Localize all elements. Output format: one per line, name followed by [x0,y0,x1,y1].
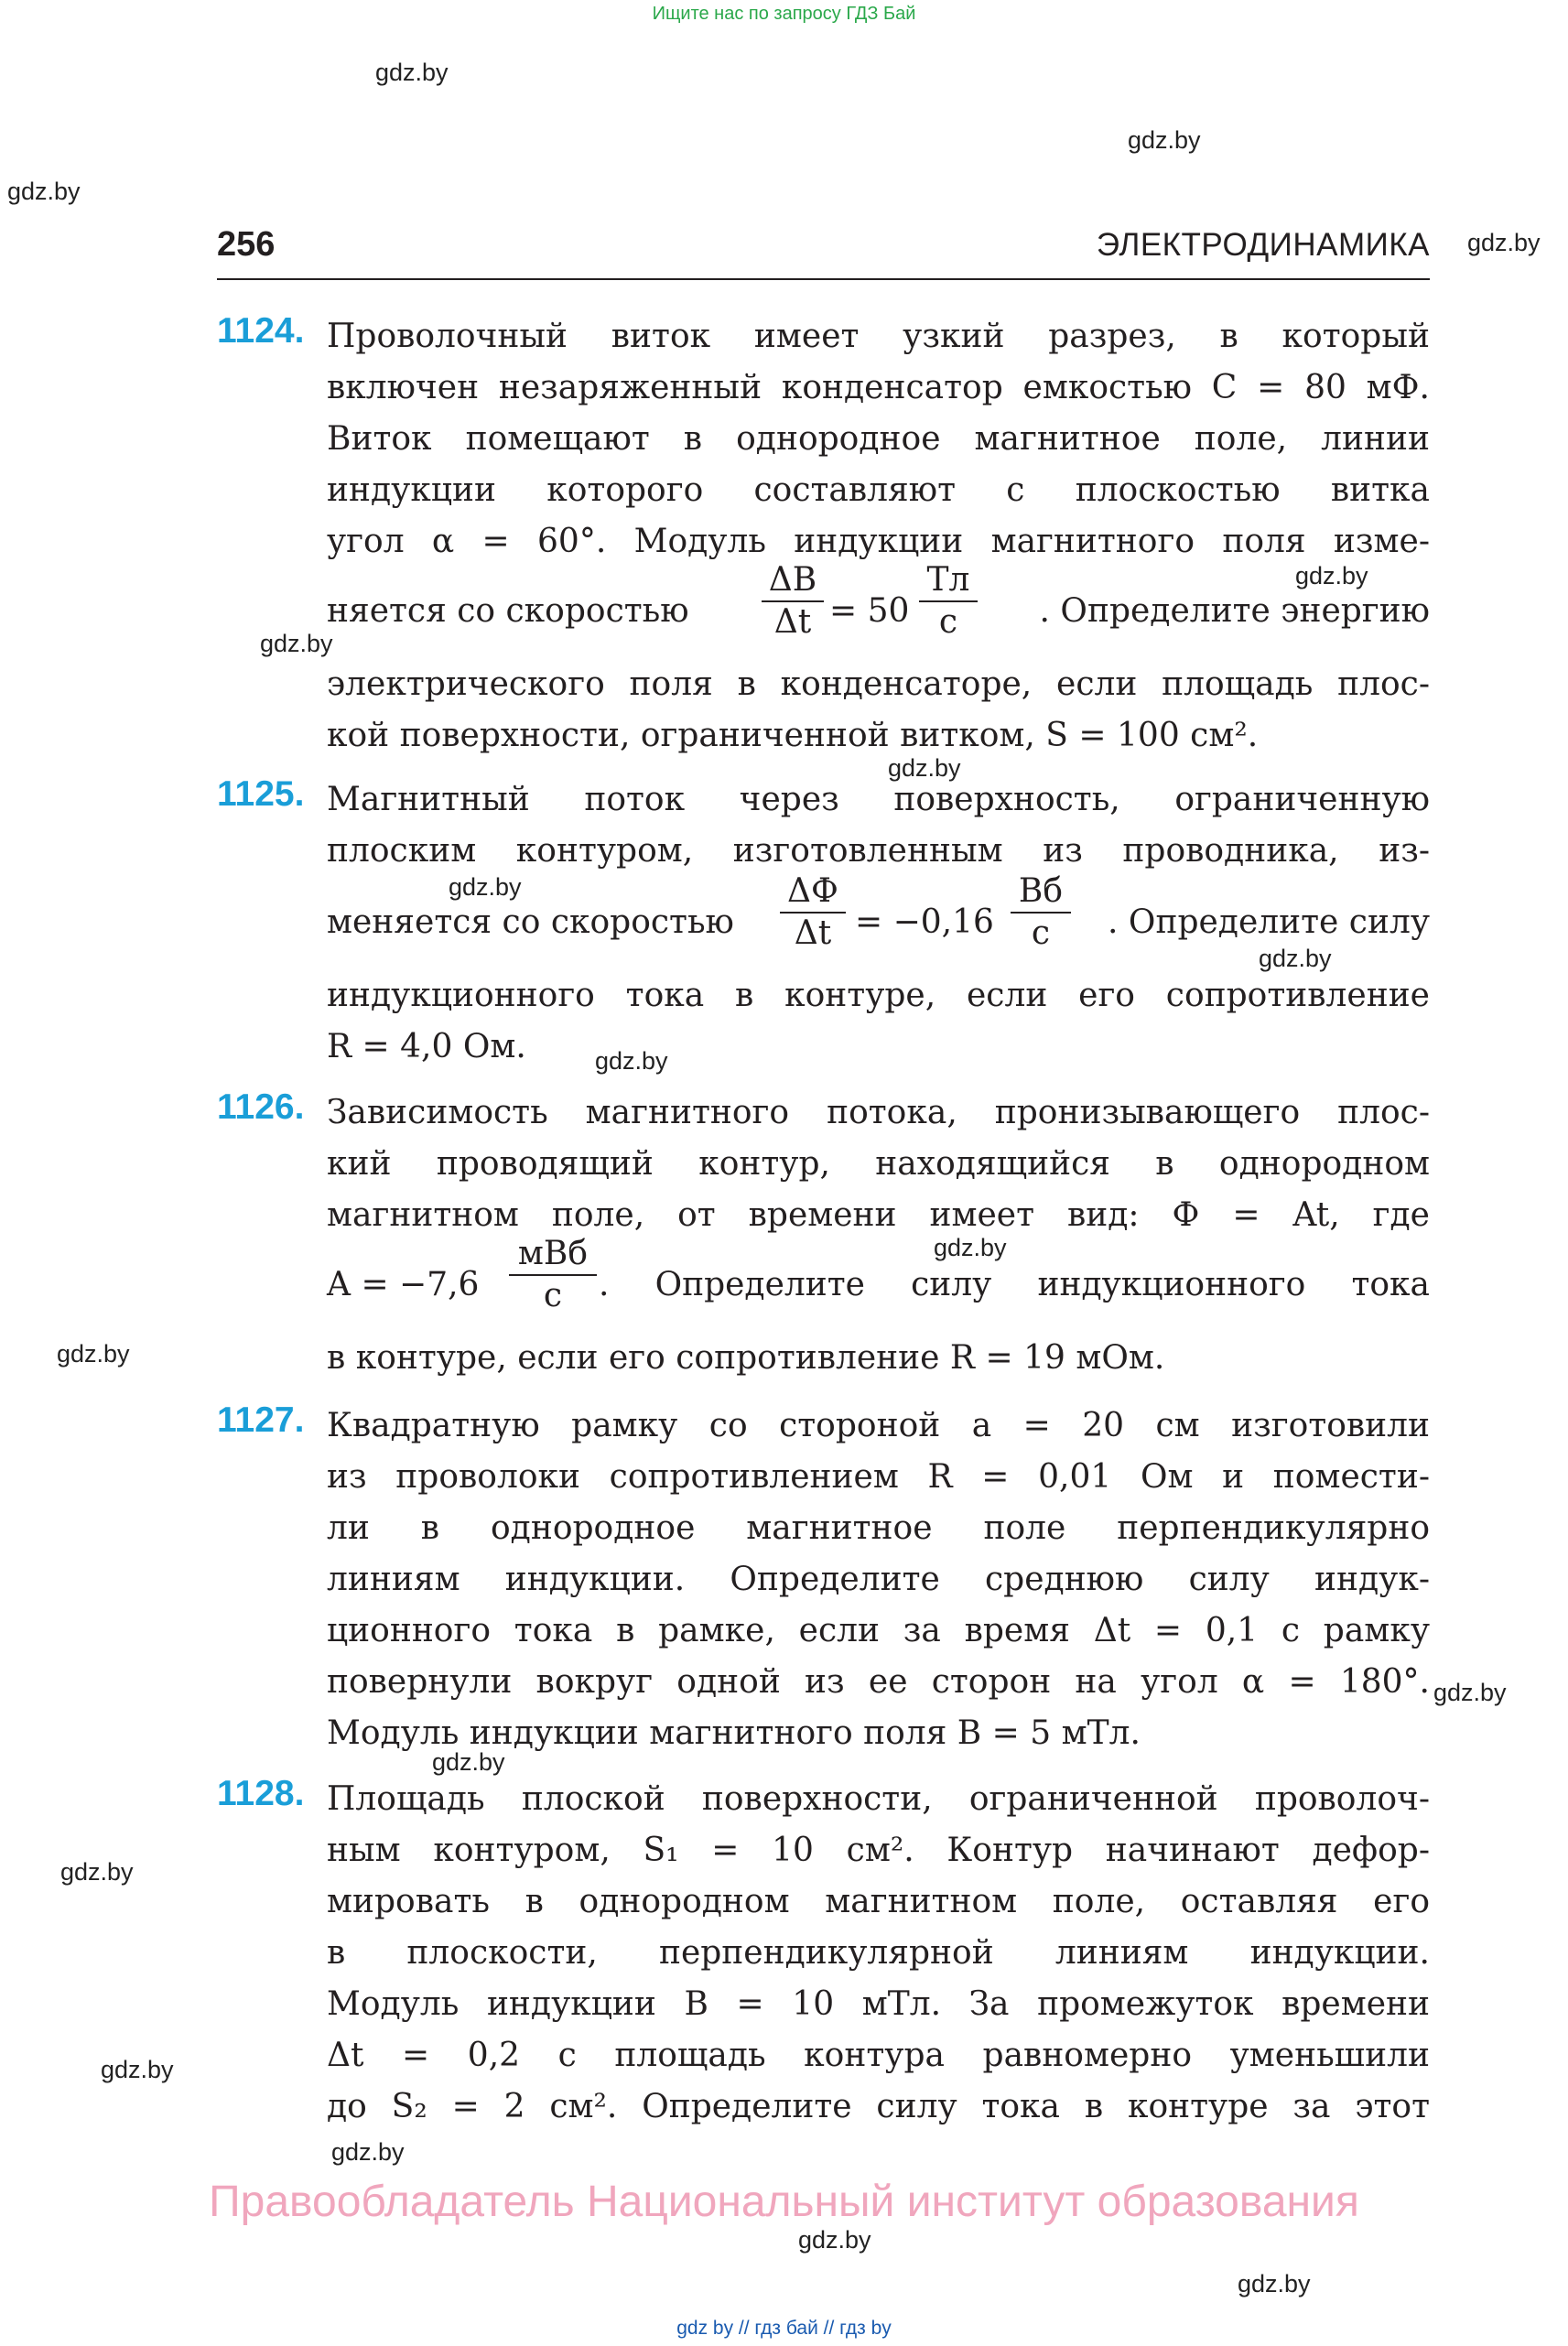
page-number: 256 [217,225,276,264]
text-line: ционного тока в рамке, если за время Δt = 0,1 с рамку [327,1612,1430,1649]
watermark: gdz.by [432,1748,505,1776]
formula-text: няется со скоростью [327,592,689,630]
problem-number: 1127. [217,1400,305,1440]
text-line: Δt = 0,2 с площадь контура равномерно уменьшили [327,2037,1430,2074]
fraction-numerator: ΔB [768,561,817,599]
text-line: кой поверхности, ограниченной витком, S = 100 см². [327,717,1259,754]
text-line: Проволочный виток имеет узкий разрез, в который [327,318,1430,355]
text-line: ным контуром, S₁ = 10 см². Контур начинают дефор- [327,1832,1430,1869]
watermark: gdz.by [101,2056,174,2083]
text-line: Модуль индукции B = 10 мТл. За промежуток времени [327,1985,1430,2023]
fraction-numerator: мВб [517,1235,589,1272]
fraction-numerator: Тл [926,561,970,599]
watermark: gdz.by [888,754,961,782]
fraction-denominator: с [1031,914,1051,952]
text-line: Магнитный поток через поверхность, ограниченную [327,781,1430,818]
text-line: ли в однородное магнитное поле перпендикулярно [327,1509,1430,1547]
text-line: индукции которого составляют с плоскостью витка [327,471,1430,509]
text-line: кий проводящий контур, находящийся в однородном [327,1145,1430,1183]
problem-number: 1126. [217,1087,305,1127]
formula-text: = −0,16 [855,903,994,941]
text-line: Виток помещают в однородное магнитное поле, линии [327,420,1430,458]
watermark: gdz.by [1259,945,1332,972]
watermark: gdz.by [934,1234,1007,1261]
top-banner: Ищите нас по запросу ГДЗ Бай [652,4,916,24]
text-line: Модуль индукции магнитного поля B = 5 мТл. [327,1714,1141,1752]
formula-text: меняется со скоростью [327,903,734,941]
watermark: gdz.by [1433,1679,1507,1706]
fraction-dB-dt [762,560,824,643]
formula-text: A = −7,6 [327,1266,480,1303]
watermark: gdz.by [375,59,449,86]
fraction-dPhi-dt [780,871,846,954]
text-line: плоским контуром, изготовленным из проводника, из- [327,832,1430,870]
watermark: gdz.by [60,1858,134,1886]
watermark: gdz.by [1238,2270,1311,2297]
fraction-denominator: Δt [794,914,832,952]
watermark: gdz.by [1295,562,1368,589]
watermark: gdz.by [7,178,81,205]
text-line: включен незаряженный конденсатор емкостью C = 80 мФ. [327,369,1430,406]
header-rule [217,278,1430,280]
section-title: ЭЛЕКТРОДИНАМИКА [1096,227,1430,263]
text-line: мировать в однородном магнитном поле, оставляя его [327,1883,1430,1920]
fraction-denominator: Δt [773,603,812,641]
problem-number: 1124. [217,311,305,351]
watermark: gdz.by [331,2138,405,2166]
formula-text: . Определите силу [1108,903,1430,941]
watermark: gdz.by [798,2226,871,2254]
formula-text: . Определите силу индукционного тока [599,1266,1430,1303]
text-line: магнитном поле, от времени имеет вид: Ф = At, где [327,1196,1430,1234]
copyright-notice: Правообладатель Национальный институт образования [209,2178,1359,2226]
text-line: в контуре, если его сопротивление R = 19 мОм. [327,1339,1165,1377]
problem-number: 1125. [217,774,305,814]
text-line: в плоскости, перпендикулярной линиям индукции. [327,1934,1430,1972]
formula-text: = 50 [829,592,910,630]
text-line: Зависимость магнитного потока, пронизывающего плос- [327,1094,1430,1131]
text-line: электрического поля в конденсаторе, если площадь плос- [327,665,1430,703]
text-line: индукционного тока в контуре, если его сопротивление [327,977,1430,1014]
text-line: линиям индукции. Определите среднюю силу индук- [327,1561,1430,1598]
fraction-units [919,560,978,643]
watermark: gdz.by [57,1340,130,1368]
fraction-numerator: Вб [1018,872,1064,910]
problem-number: 1128. [217,1774,305,1813]
watermark: gdz.by [449,873,522,901]
formula-text: . Определите энергию [1039,592,1430,630]
text-line: Квадратную рамку со стороной a = 20 см изготовили [327,1407,1430,1444]
text-line: повернули вокруг одной из ее сторон на угол α = 180°. [327,1663,1430,1701]
watermark: gdz.by [1467,229,1541,256]
fraction-units [509,1234,597,1316]
fraction-numerator: ΔФ [787,872,838,910]
watermark: gdz.by [595,1047,668,1075]
text-line: Площадь плоской поверхности, ограниченной проволоч- [327,1780,1430,1818]
watermark: gdz.by [260,630,333,657]
fraction-denominator: с [543,1277,563,1314]
fraction-denominator: с [938,603,958,641]
text-line: R = 4,0 Ом. [327,1028,526,1065]
fraction-units [1011,871,1071,954]
text-line: угол α = 60°. Модуль индукции магнитного поля изме- [327,523,1430,560]
watermark: gdz.by [1128,126,1201,154]
footer-links: gdz by // гдз бай // гдз by [676,2318,892,2339]
text-line: из проволоки сопротивлением R = 0,01 Ом и помести- [327,1458,1430,1496]
text-line: до S₂ = 2 см². Определите силу тока в контуре за этот [327,2088,1430,2125]
